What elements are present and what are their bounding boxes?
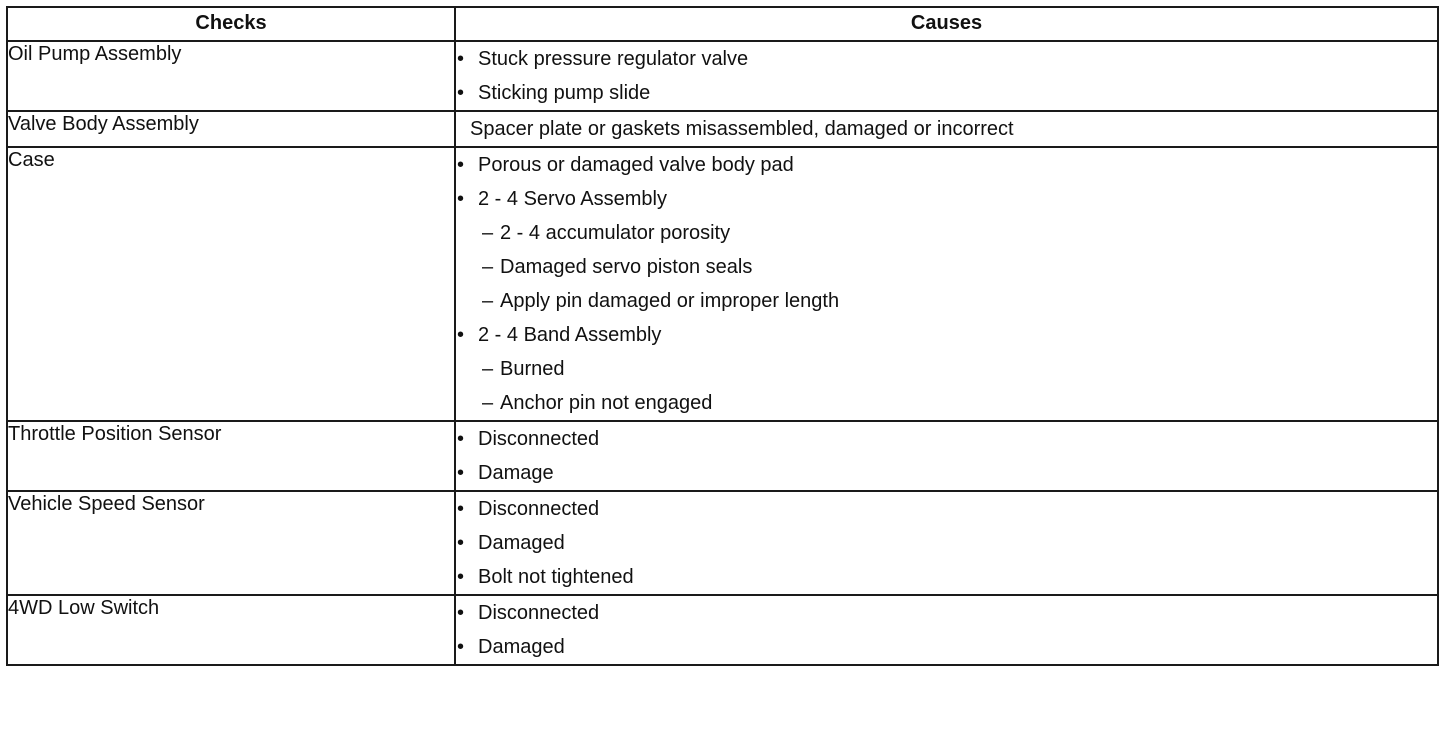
cause-item [456, 182, 1437, 318]
table-row [7, 595, 1438, 665]
causes-cell [455, 41, 1438, 111]
cause-item [456, 422, 1437, 456]
table-row [7, 491, 1438, 595]
table-row [7, 147, 1438, 421]
cause-text: Porous or damaged valve body pad [478, 154, 794, 176]
cause-list [456, 596, 1437, 664]
causes-cell [455, 421, 1438, 491]
header-row [7, 7, 1438, 41]
causes-cell [455, 491, 1438, 595]
cause-item [456, 76, 1437, 110]
header-checks: Checks [7, 7, 455, 41]
cause-text: 2 - 4 Servo Assembly [478, 188, 667, 210]
causes-cell [455, 147, 1438, 421]
table-row [7, 421, 1438, 491]
cause-item [456, 318, 1437, 420]
cause-text: Disconnected [478, 428, 600, 450]
header-causes: Causes [455, 7, 1438, 41]
cause-text: Damaged [478, 636, 565, 658]
sub-cause-item: – Damaged servo piston seals [482, 250, 1437, 284]
cause-list [456, 492, 1437, 594]
check-cell: Valve Body Assembly [7, 111, 455, 147]
check-cell: Oil Pump Assembly [7, 41, 455, 111]
sub-cause-item: – Anchor pin not engaged [482, 386, 1437, 420]
cause-text: Disconnected [478, 498, 600, 520]
cause-text: Sticking pump slide [478, 82, 651, 104]
causes-cell [455, 595, 1438, 665]
cause-item [456, 560, 1437, 594]
cause-item [456, 492, 1437, 526]
sub-cause-item: – Burned [482, 352, 1437, 386]
cause-text: Disconnected [478, 602, 600, 624]
cause-item [456, 148, 1437, 182]
cause-item [456, 456, 1437, 490]
cause-list [456, 42, 1437, 110]
check-cell: 4WD Low Switch [7, 595, 455, 665]
cause-item [456, 630, 1437, 664]
table-body [7, 41, 1438, 665]
sub-cause-list [478, 216, 1437, 318]
sub-cause-list [478, 352, 1437, 420]
cause-item [456, 42, 1437, 76]
causes-cell: Spacer plate or gaskets misassembled, damaged or incorrect [455, 111, 1438, 147]
cause-text: 2 - 4 Band Assembly [478, 324, 662, 346]
check-cell: Case [7, 147, 455, 421]
cause-list [456, 422, 1437, 490]
cause-text: Damaged [478, 532, 565, 554]
checks-causes-table [6, 6, 1439, 666]
cause-item [456, 526, 1437, 560]
cause-text: Damage [478, 462, 554, 484]
cause-text: Bolt not tightened [478, 566, 634, 588]
cause-item [456, 596, 1437, 630]
cause-text: Stuck pressure regulator valve [478, 48, 749, 70]
check-cell: Vehicle Speed Sensor [7, 491, 455, 595]
table-row [7, 41, 1438, 111]
sub-cause-item: – Apply pin damaged or improper length [482, 284, 1437, 318]
table-row [7, 111, 1438, 147]
sub-cause-item: – 2 - 4 accumulator porosity [482, 216, 1437, 250]
check-cell: Throttle Position Sensor [7, 421, 455, 491]
cause-list [456, 148, 1437, 420]
